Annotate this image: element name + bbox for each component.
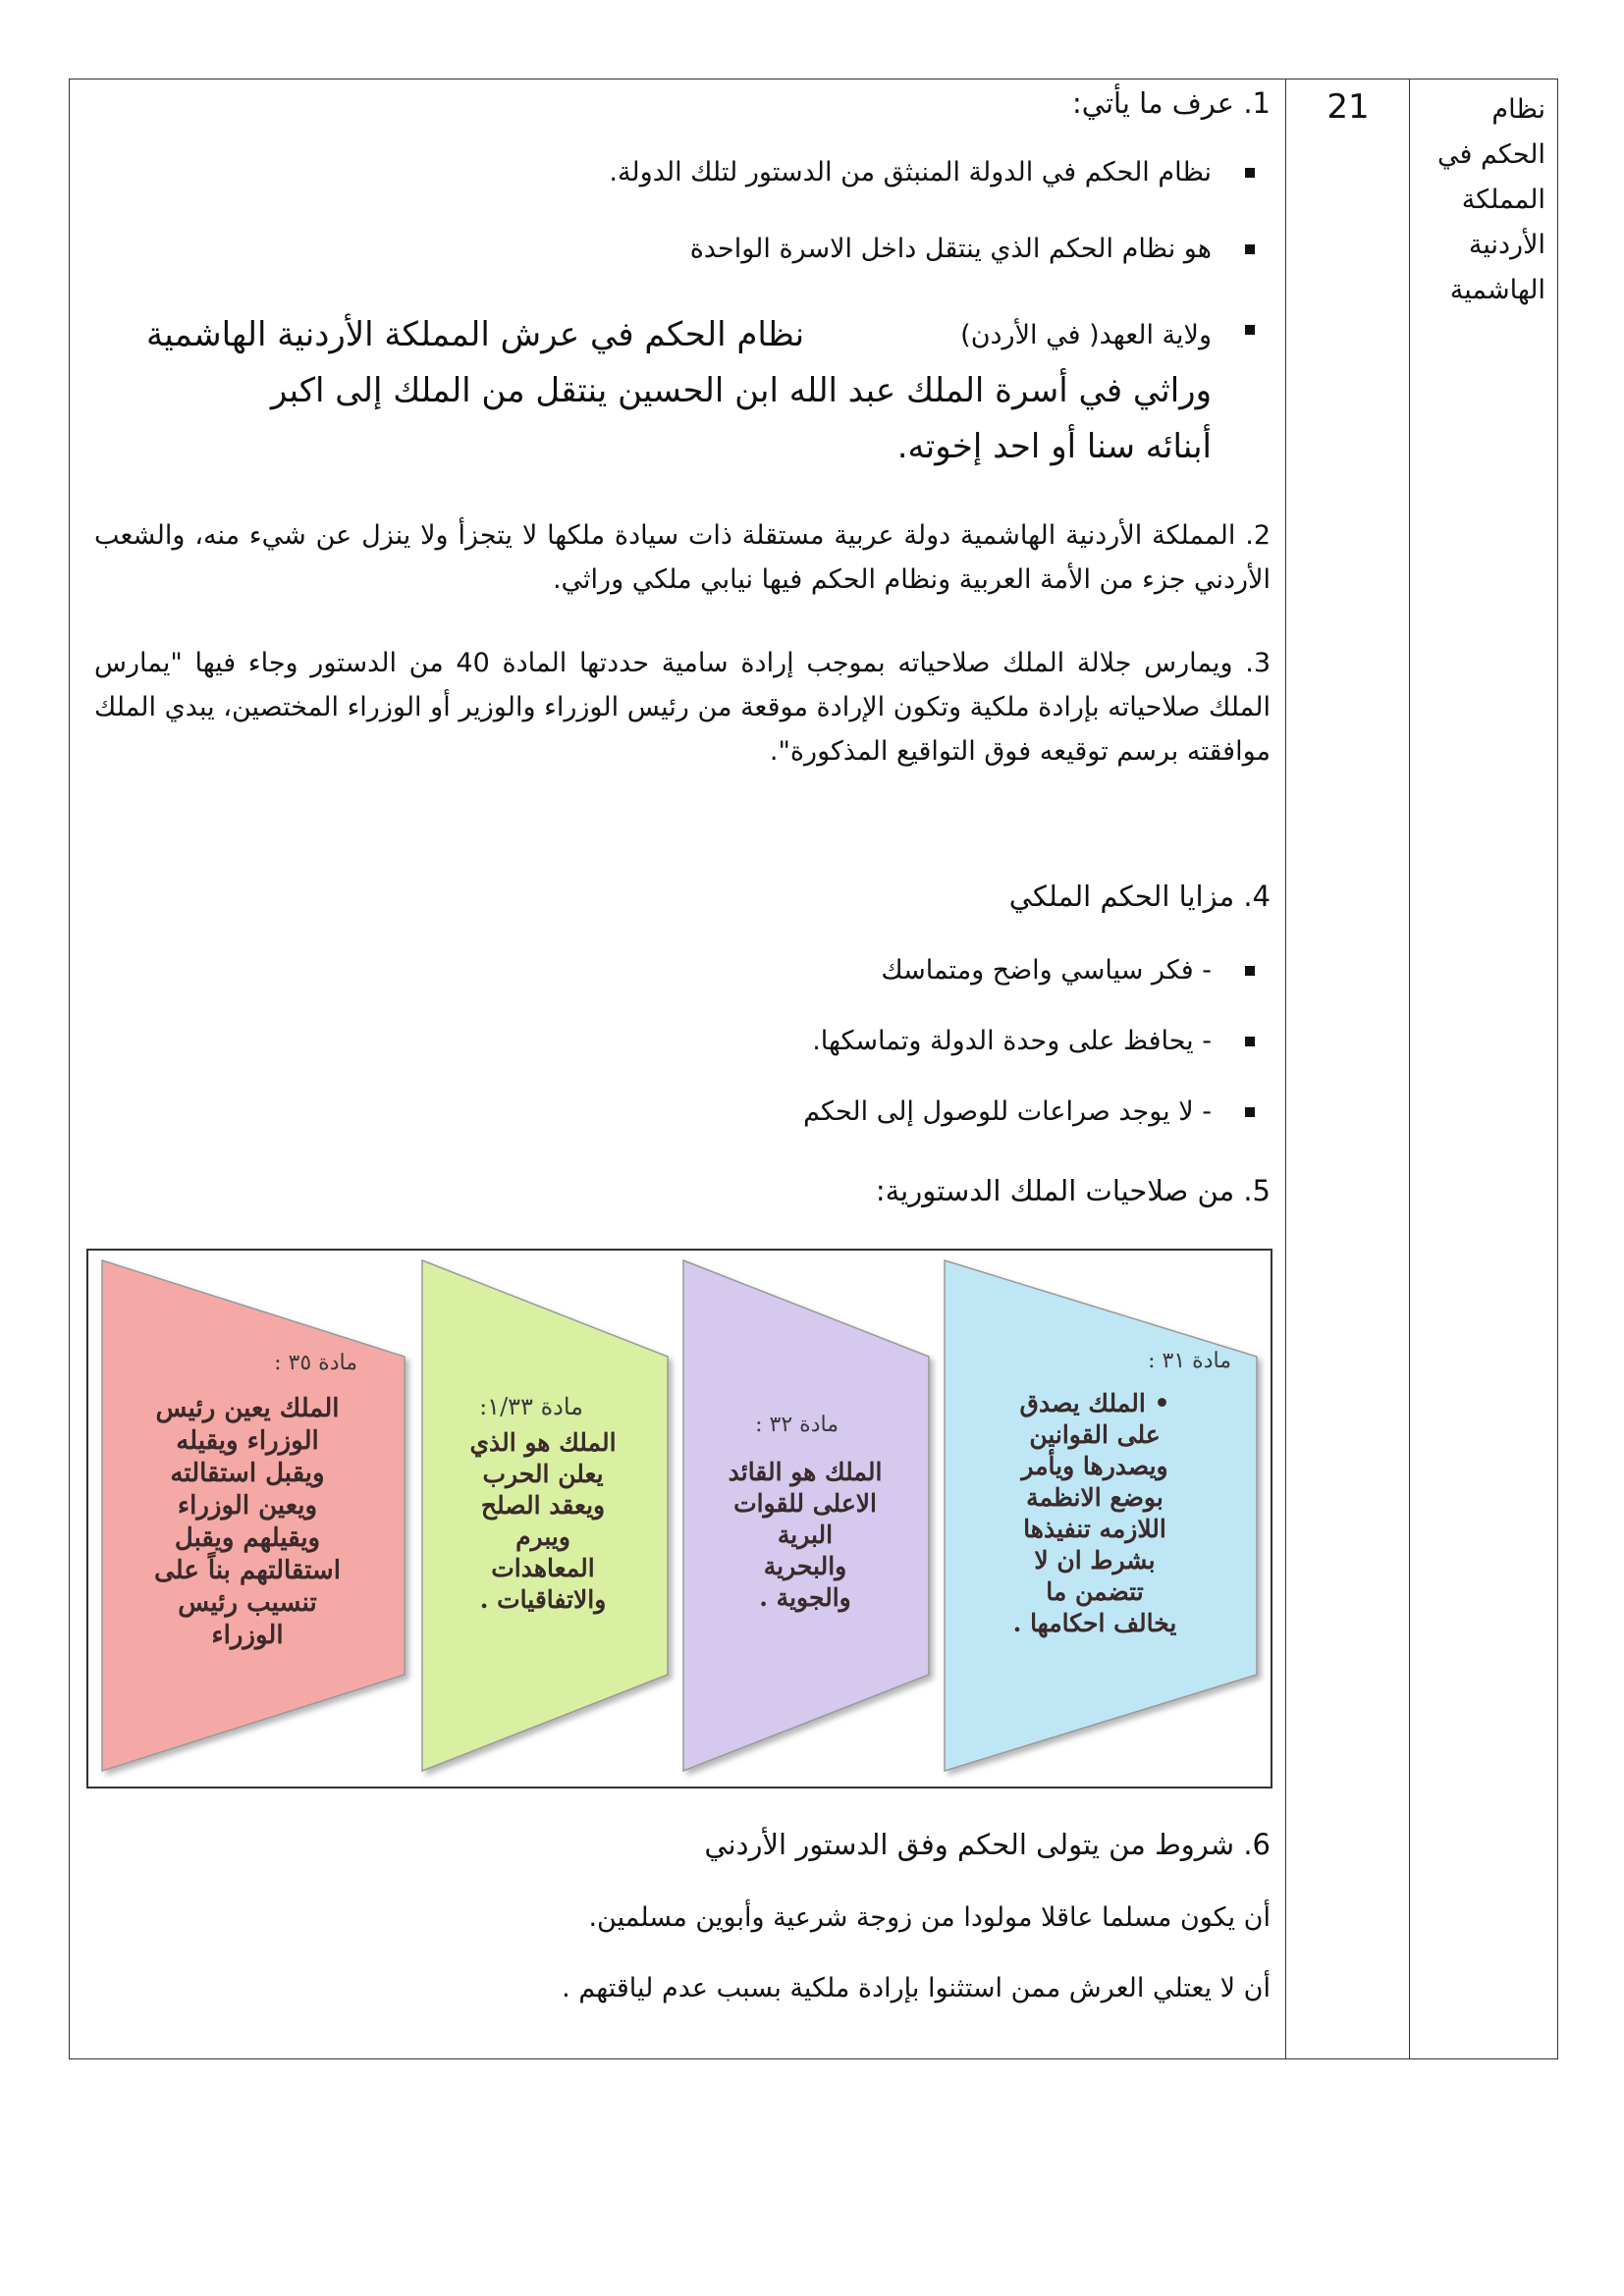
list-item: نظام الحكم في الدولة المنبثق من الدستور لتلك الدولة. — [86, 153, 1255, 192]
section-2-text: 2. المملكة الأردنية الهاشمية دولة عربية مستقلة ذات سيادة ملكها لا يتجزأ ولا ينزل عن شيء منه، والشعب الأردني جزء من الأمة العربية ونظام الحكم فيها نيابي ملكي وراثي. — [94, 520, 1271, 595]
article-35-text: الملك يعين رئيس الوزراء ويقيله ويقبل استقالته ويعين الوزراء ويقيلهم ويقبل استقالتهم بناً على تنسيب رئيس الوزراء — [154, 1394, 341, 1650]
topic-cell — [1410, 80, 1557, 313]
row-number: 21 — [1326, 87, 1370, 127]
condition-line: أن يكون مسلما عاقلا مولودا من زوجة شرعية وأبوين مسلمين. — [588, 1902, 1271, 1933]
section-1-heading: 1. عرف ما يأتي: — [1072, 86, 1271, 120]
term-label: ولاية العهد( في الأردن) — [960, 320, 1212, 350]
article-heading: مادة ٣١ : — [1148, 1349, 1231, 1373]
topic-line: الحكم في — [1436, 139, 1545, 170]
section-6-heading: 6. شروط من يتولى الحكم وفق الدستور الأردني — [704, 1828, 1271, 1861]
column-divider — [1409, 80, 1410, 2058]
topic-line: الهاشمية — [1449, 275, 1545, 305]
definitions-list — [86, 153, 1271, 269]
article-heading: مادة ٣٥ : — [274, 1351, 357, 1375]
crown-prince-item — [126, 307, 1255, 475]
article-heading: مادة ١/٣٣: — [479, 1393, 583, 1420]
article-31-text: • الملك يصدق على القوانين ويصدرها ويأمر بوضع الانظمة اللازمه تنفيذها بشرط ان لا تتضمن ما يخالف احكامها . — [1012, 1389, 1177, 1637]
list-item: - لا يوجد صراعات للوصول إلى الحكم — [371, 1093, 1255, 1132]
condition-line: أن لا يعتلي العرش ممن استثنوا بإرادة ملكية بسبب عدم لياقتهم . — [562, 1973, 1271, 2003]
list-item: هو نظام الحكم الذي ينتقل داخل الاسرة الواحدة — [86, 230, 1255, 269]
section-5-heading: 5. من صلاحيات الملك الدستورية: — [875, 1174, 1271, 1207]
definition-line: أبنائه سنا أو احد إخوته. — [896, 427, 1212, 466]
definition-line: وراثي في أسرة الملك عبد الله ابن الحسين ينتقل من الملك إلى اكبر — [270, 371, 1212, 410]
section-4-heading: 4. مزايا الحكم الملكي — [1008, 880, 1271, 913]
list-item: - فكر سياسي واضح ومتماسك — [371, 951, 1255, 990]
topic-line: الأردنية — [1468, 230, 1545, 260]
number-cell — [1286, 80, 1410, 127]
topic-line: نظام — [1491, 94, 1545, 125]
bullet-marker — [1245, 325, 1255, 335]
article-heading: مادة ٣٢ : — [755, 1413, 839, 1437]
article-32-text: الملك هو القائد الاعلى للقوات البرية والبحرية والجوية . — [728, 1458, 883, 1612]
section-3-text: 3. ويمارس جلالة الملك صلاحياته بموجب إرادة سامية حددتها المادة 40 من الدستور وجاء فيها "يمارس الملك صلاحياته بإرادة ملكية وتكون الإرادة موقعة من رئيس الوزراء والوزير أو الوزراء المختصين، يبدي الملك موافقته برسم توقيعه فوق التواقيع المذكورة". — [94, 648, 1271, 767]
list-item: - يحافظ على وحدة الدولة وتماسكها. — [371, 1022, 1255, 1061]
column-divider — [1285, 80, 1286, 2058]
powers-diagram — [86, 1249, 1272, 1789]
article-33-text: الملك هو الذي يعلن الحرب ويعقد الصلح ويبرم المعاهدات والاتفاقيات . — [469, 1428, 617, 1614]
advantages-list — [371, 951, 1271, 1132]
topic-line: المملكة — [1461, 185, 1545, 215]
definition-line: نظام الحكم في عرش المملكة الأردنية الهاشمية — [146, 315, 805, 354]
